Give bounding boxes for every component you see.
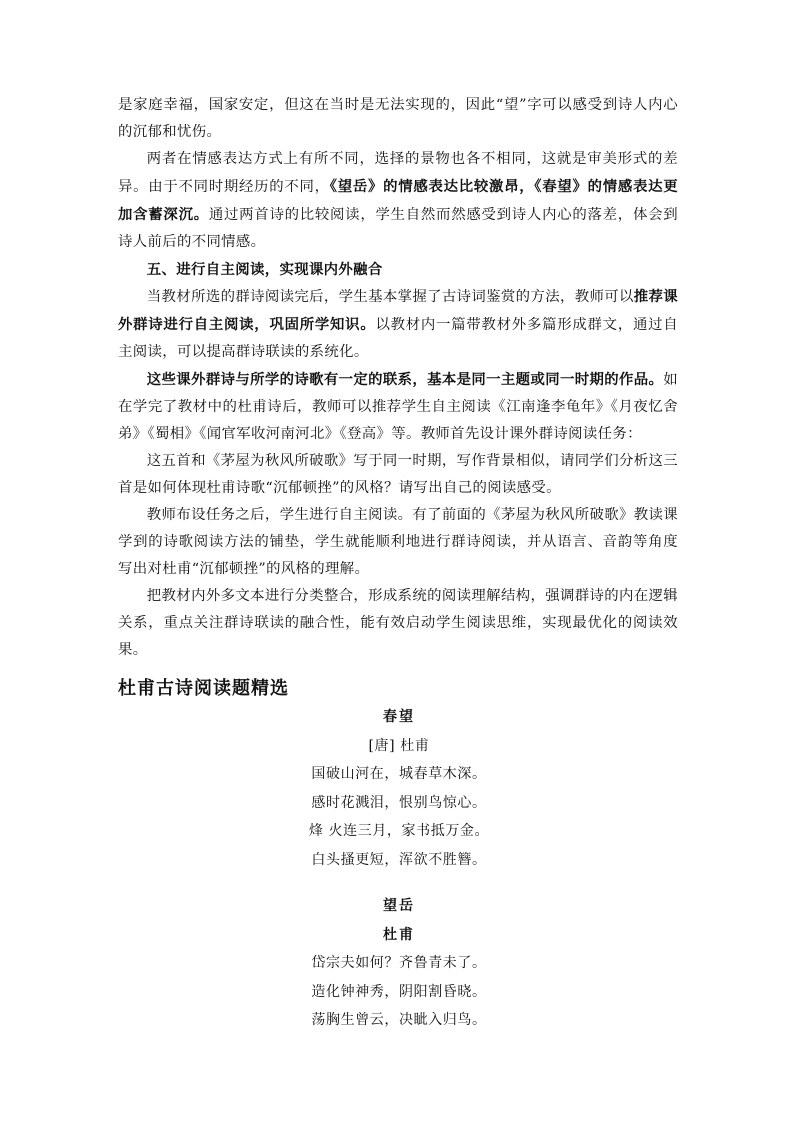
bold-text-segment: 这些课外群诗与所学的诗歌有一定的联系，基本是同一主题或同一时期的作品。 xyxy=(146,371,664,388)
poem-title: 春望 xyxy=(383,709,415,725)
paragraph-continuation xyxy=(118,92,678,146)
heading-text: 五、进行自主阅读，实现课内外融合 xyxy=(146,261,383,278)
poem-line: 造化钟神秀，阴阳割昏晓。 xyxy=(311,983,487,1000)
text-segment: 是家庭幸福，国家安定，但这在当时是无法实现的，因此“望”字可以感受到诗人内心的沉郁和忧伤。 xyxy=(118,97,678,140)
bold-text-segment: 《望岳》的情感表达比较激昂，《春望》的情感表达更加含蓄深沉。 xyxy=(118,178,678,223)
bold-text-segment: 推荐课外群诗进行自主阅读，巩固所学知识。 xyxy=(118,288,678,333)
poem-line: 国破山河在，城春草木深。 xyxy=(311,766,487,782)
text-segment: 当教材所选的群诗阅读完后，学生基本掌握了古诗词鉴赏的方法，教师可以 xyxy=(146,289,634,305)
text-segment: 把教材内外多文本进行分类整合，形成系统的阅读理解结构，强调群诗的内在逻辑关系，重点关注群诗联读的融合性，能有效启动学生阅读思维，实现最优化的阅读效果。 xyxy=(118,588,678,658)
poem-title: 望岳 xyxy=(383,898,415,914)
text-segment: 这五首和《茅屋为秋风所破歌》写于同一时期，写作背景相似，请同学们分析这三首是如何体现杜甫诗歌“沉郁顿挫”的风格？请写出自己的阅读感受。 xyxy=(118,453,678,496)
poem-chunwang xyxy=(0,703,794,874)
text-segment: 如在学完了教材中的杜甫诗后，教师可以推荐学生自主阅读《江南逢李龟年》《月夜忆舍弟》《蜀相》《闻官军收河南河北》《登高》等。教师首先设计课外群诗阅读任务： xyxy=(118,372,678,442)
paragraph-summary xyxy=(118,583,678,664)
text-segment: 教师布设任务之后，学生进行自主阅读。有了前面的《茅屋为秋风所破歌》教读课学到的诗歌阅读方法的铺垫，学生就能顺利地进行群诗阅读，并从语言、音韵等角度写出对杜甫“沉郁顿挫”的风格的理解。 xyxy=(118,507,678,577)
poem-wangyue xyxy=(0,892,794,1035)
poem-line: 感时花溅泪，恨别鸟惊心。 xyxy=(311,794,487,811)
subsection-heading xyxy=(118,256,678,283)
text-segment: 两者在情感表达方式上有所不同，选择的景物也各不相同，这就是审美形式的差异。由于不同时期经历的不同， xyxy=(118,151,678,195)
poem-author: [唐] 杜甫 xyxy=(368,737,430,754)
paragraph-task xyxy=(118,448,678,502)
section-title: 杜甫古诗阅读题精选 xyxy=(118,678,289,699)
poem-author: 杜甫 xyxy=(383,926,415,943)
text-segment: 通过两首诗的比较阅读，学生自然而然感受到诗人内心的落差，体会到诗人前后的不同情感。 xyxy=(118,207,678,250)
paragraph-related-poems xyxy=(118,366,678,448)
paragraph-recommend xyxy=(118,283,678,366)
paragraph-comparison xyxy=(118,146,678,256)
poem-line: 白头搔更短，浑欲不胜簪。 xyxy=(311,851,487,868)
poem-line: 岱宗夫如何？齐鲁青未了。 xyxy=(311,955,487,971)
poem-line: 烽 火连三月，家书抵万金。 xyxy=(308,823,490,839)
body-text xyxy=(118,92,678,664)
paragraph-reading xyxy=(118,502,678,583)
poem-line: 荡胸生曾云，决眦入归鸟。 xyxy=(311,1012,487,1028)
text-segment: 以教材内一篇带教材外多篇形成群文，通过自主阅读，可以提高群诗联读的系统化。 xyxy=(118,317,678,360)
